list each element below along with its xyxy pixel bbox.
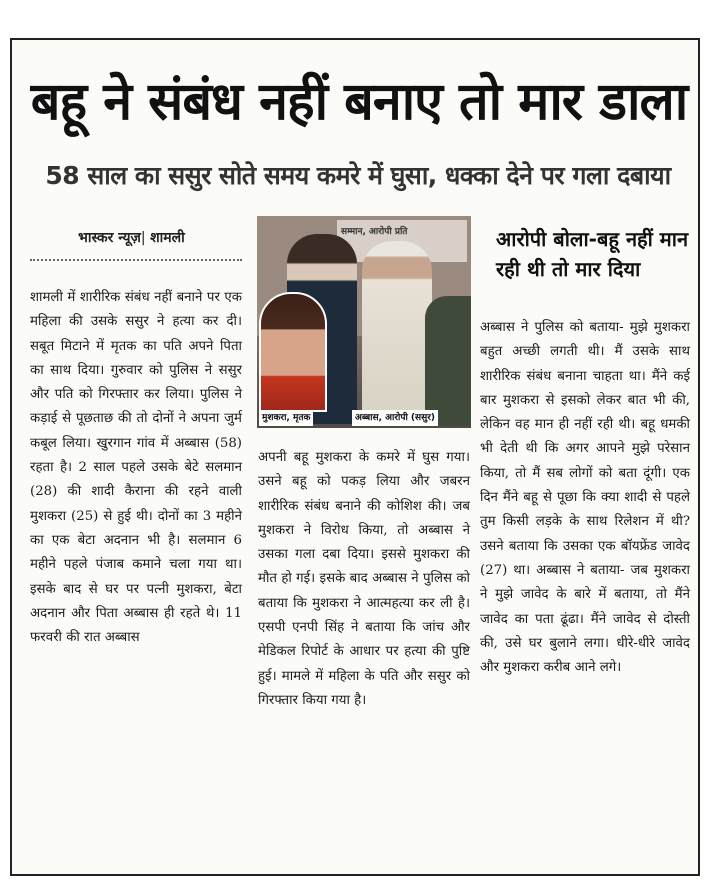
photo-victim-inset bbox=[259, 292, 327, 412]
photo-caption-victim: मुशकरा, मृतक bbox=[259, 410, 313, 426]
byline: भास्कर न्यूज़| शामली bbox=[78, 230, 185, 246]
subheadline: 58 साल का ससुर सोते समय कमरे में घुसा, धक्का देने पर गला दबाया bbox=[45, 161, 671, 190]
photo-caption-accused: अब्बास, आरोपी (ससुर) bbox=[352, 410, 438, 426]
article-column-3: अब्बास ने पुलिस को बताया- मुझे मुशकरा बहुत अच्छी लगती थी। मैं उसके साथ शारीरिक संबंध बनाना चाहता था। मैंने कई बार मुशकरा से इसको लेकर बात भी की, लेकिन वह मान ही नहीं रही थी। बहू धमकी भी देती थी कि अगर आपने मुझे परेसान किया, तो मैं सब लोगों को बता दूंगी। एक दिन मैंने बहू से पूछा कि क्या शादी से पहले तुम किसी लड़के के साथ रिलेशन में थी? उसने बताया कि उसका एक बॉयफ्रेंड जावेद (27) था। अब्बास ने बताया- जब मुशकरा ने मुझे जावेद के बारे में बताया, तो मैंने जावेद का पता ढूंढा। मैंने जावेद से दोस्ती की, उसे घर बुलाने लगा। धीरे-धीरे जावेद और मुशकरा करीब आने लगे। bbox=[480, 320, 690, 676]
byline-source: भास्कर न्यूज़ bbox=[78, 230, 141, 246]
article-column-1: शामली में शारीरिक संबंध नहीं बनाने पर एक महिला की उसके ससुर ने हत्या कर दी। सबूत मिटाने में मृतक का पति अपने पिता का साथ दिया। गुरुवार को पुलिस ने ससुर और पति को गिरफ्तार कर लिया। पुलिस ने कड़ाई से पूछताछ की तो दोनों ने अपना जुर्म कबूल लिया। खुरगान गांव में अब्बास (58) रहता है। 2 साल पहले उसके बेटे सलमान (28) की शादी कैराना की रहने वाली मुशकरा (25) से हुई थी। दोनों का 3 महीने का एक बेटा अदनान भी है। सलमान 6 महीने पहले पंजाब कमाने चला गया था। इसके बाद से घर पर पत्नी मुशकरा, बेटा अदनान और पिता अब्बास ही रहते थे। 11 फरवरी की रात अब्बास bbox=[30, 290, 242, 646]
article-column-2: अपनी बहू मुशकरा के कमरे में घुस गया। उसने बहू को पकड़ लिया और जबरन शारीरिक संबंध बनाने की कोशिश की। जब मुशकरा ने विरोध किया, तो अब्बास ने उसका गला दबा दिया। इससे मुशकरा की मौत हो गई। इसके बाद अब्बास ने पुलिस को बताया कि मुशकरा ने आत्महत्या कर ली है। एसपी एनपी सिंह ने बताया कि जांच और मेडिकल रिपोर्ट के आधार पर हत्या की पुष्टि हुई। मामले में महिला के पति और ससुर को गिरफ्तार किया गया है। bbox=[258, 450, 470, 708]
byline-location: शामली bbox=[150, 230, 185, 246]
photo-police-officer bbox=[425, 296, 471, 426]
news-photo bbox=[257, 216, 471, 428]
photo-board-text: सम्मान, आरोपी प्रति bbox=[341, 227, 408, 237]
side-heading: आरोपी बोला-बहू नहीं मान रही थी तो मार दिया bbox=[496, 227, 689, 281]
headline: बहू ने संबंध नहीं बनाए तो मार डाला bbox=[30, 72, 688, 132]
byline-divider bbox=[30, 259, 242, 261]
photo-accused-person bbox=[362, 241, 432, 426]
